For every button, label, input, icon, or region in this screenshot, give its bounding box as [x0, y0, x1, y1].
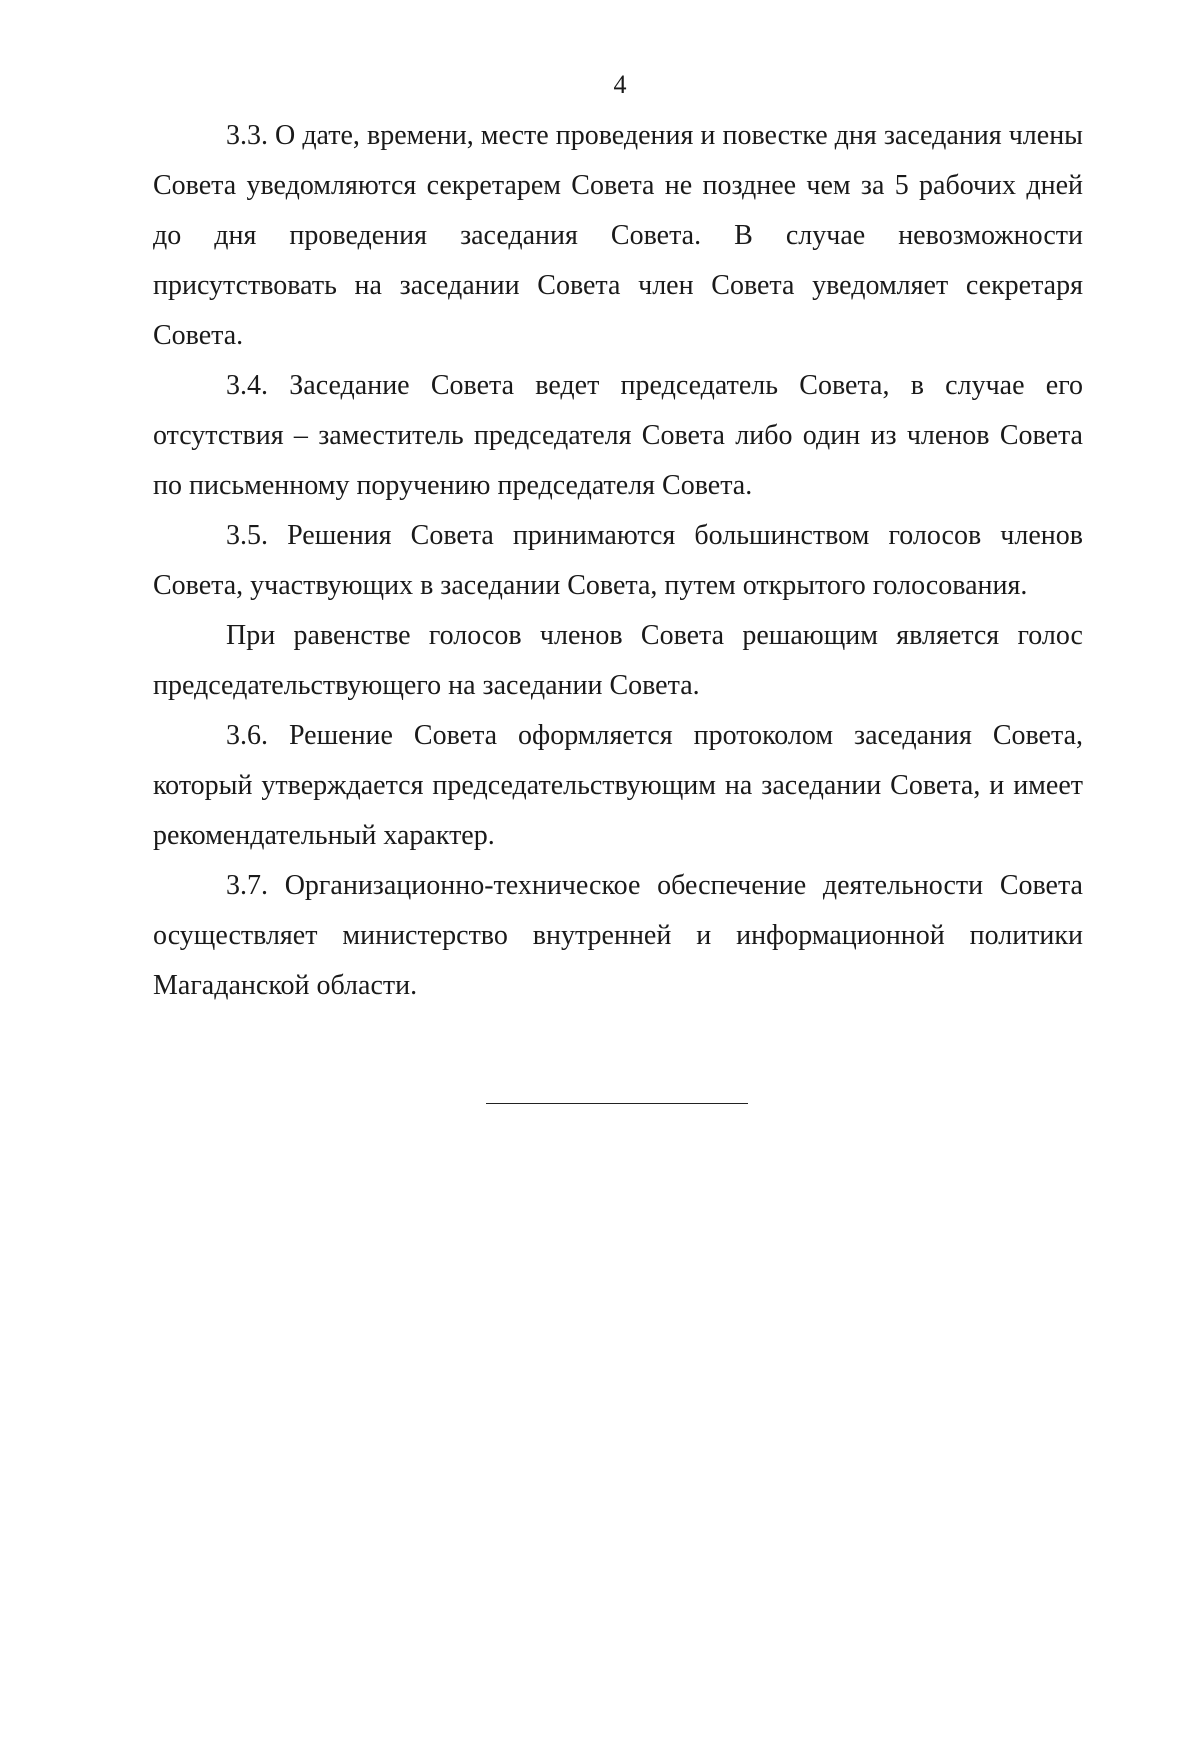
paragraph-3-4: 3.4. Заседание Совета ведет председатель Совета, в случае его отсутствия – заместитель председателя Совета либо один из членов Совета по письменному поручению председателя Совета.: [153, 370, 1083, 501]
page-number: 4: [613, 70, 627, 99]
end-of-document-rule: [486, 1103, 748, 1104]
paragraph-3-5: 3.5. Решения Совета принимаются большинством голосов членов Совета, участвующих в заседании Совета, путем открытого голосования.: [153, 520, 1083, 601]
paragraph-3-7: 3.7. Организационно-техническое обеспечение деятельности Совета осуществляет министерство внутренней и информационной политики Магаданской области.: [153, 870, 1083, 1001]
paragraph-3-3: 3.3. О дате, времени, месте проведения и повестке дня заседания члены Совета уведомляются секретарем Совета не позднее чем за 5 рабочих дней до дня проведения заседания Совета. В случае невозможности присутствовать на заседании Совета член Совета уведомляет секретаря Совета.: [153, 120, 1083, 351]
paragraph-3-5-tie-vote: При равенстве голосов членов Совета решающим является голос председательствующего на заседании Совета.: [153, 620, 1083, 701]
document-body: [153, 111, 1083, 1011]
paragraph-3-6: 3.6. Решение Совета оформляется протоколом заседания Совета, который утверждается председательствующим на заседании Совета, и имеет рекомендательный характер.: [153, 720, 1083, 851]
